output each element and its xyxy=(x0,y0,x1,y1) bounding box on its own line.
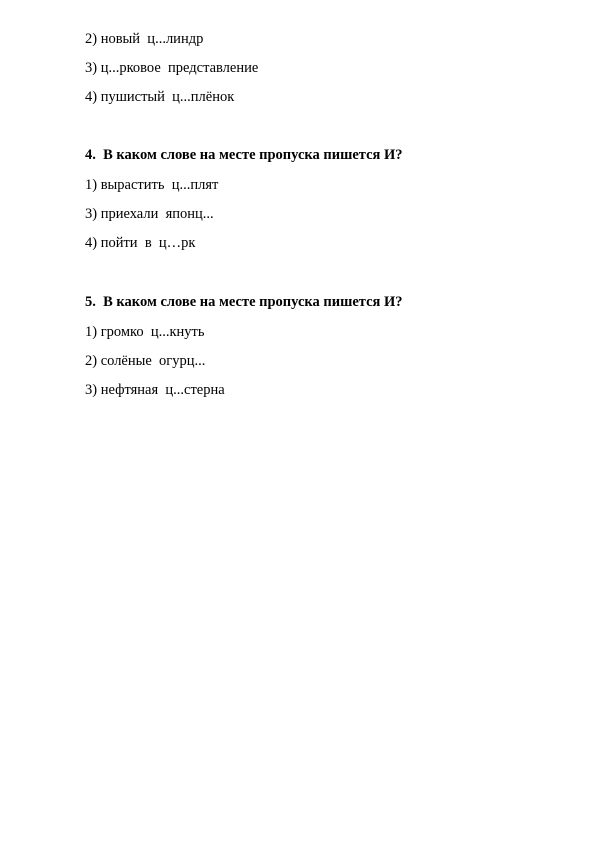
question-5-title: 5. В каком слове на месте пропуска пишется И? xyxy=(85,294,403,310)
question-5-option-3: 3) нефтяная ц...стерна xyxy=(85,382,225,398)
question-4-option-4: 4) пойти в ц…рк xyxy=(85,235,196,251)
question-4-option-3: 3) приехали японц... xyxy=(85,206,214,222)
question-5-option-1: 1) громко ц...кнуть xyxy=(85,324,205,340)
option-prev-4: 4) пушистый ц...плёнок xyxy=(85,89,235,105)
question-5-option-2: 2) солёные огурц... xyxy=(85,353,206,369)
question-4-title: 4. В каком слове на месте пропуска пишется И? xyxy=(85,147,403,163)
option-prev-2: 2) новый ц...линдр xyxy=(85,31,204,47)
option-prev-3: 3) ц...рковое представление xyxy=(85,60,259,76)
question-4-option-1: 1) вырастить ц...плят xyxy=(85,177,219,193)
